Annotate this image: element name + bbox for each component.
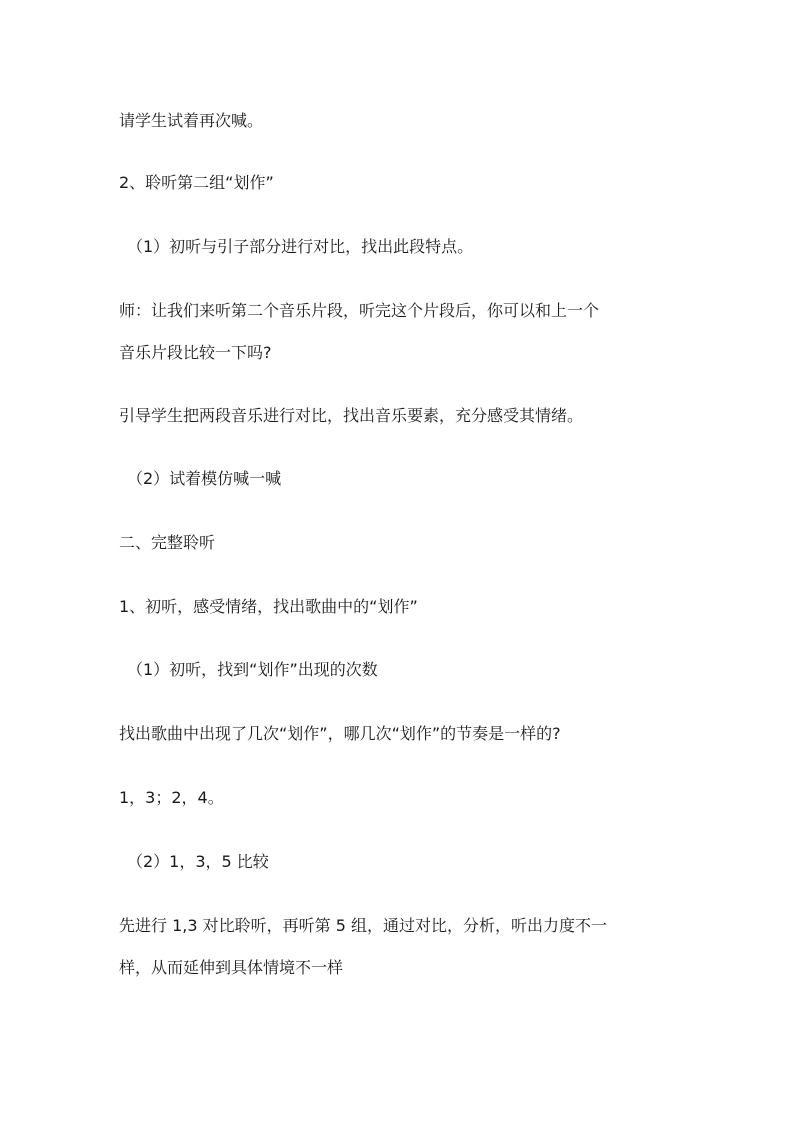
paragraph-line: 样，从而延伸到具体情境不一样 bbox=[119, 958, 344, 977]
subsection-heading: （1）初听与引子部分进行对比，找出此段特点。 bbox=[127, 237, 474, 256]
subsection-heading: （2）1，3，5 比较 bbox=[127, 852, 269, 871]
section-heading: 1、初听，感受情绪，找出歌曲中的“划作” bbox=[119, 597, 418, 616]
paragraph-line: 找出歌曲中出现了几次“划作”，哪几次“划作”的节奏是一样的? bbox=[119, 724, 561, 743]
section-heading: 2、聆听第二组“划作” bbox=[119, 173, 274, 192]
paragraph-line: 先进行 1,3 对比聆听，再听第 5 组，通过对比，分析，听出力度不一 bbox=[119, 916, 607, 935]
paragraph-line: 引导学生把两段音乐进行对比，找出音乐要素，充分感受其情绪。 bbox=[119, 406, 584, 425]
paragraph-line: 1，3；2，4。 bbox=[119, 788, 224, 807]
subsection-heading: （1）初听，找到“划作”出现的次数 bbox=[127, 660, 378, 679]
subsection-heading: （2）试着模仿喊一喊 bbox=[127, 469, 282, 488]
paragraph-line: 师：让我们来听第二个音乐片段，听完这个片段后，你可以和上一个 bbox=[119, 301, 600, 320]
paragraph-line: 请学生试着再次喊。 bbox=[119, 111, 264, 130]
paragraph-line: 音乐片段比较一下吗? bbox=[119, 343, 272, 362]
section-heading: 二、完整聆听 bbox=[119, 533, 216, 552]
